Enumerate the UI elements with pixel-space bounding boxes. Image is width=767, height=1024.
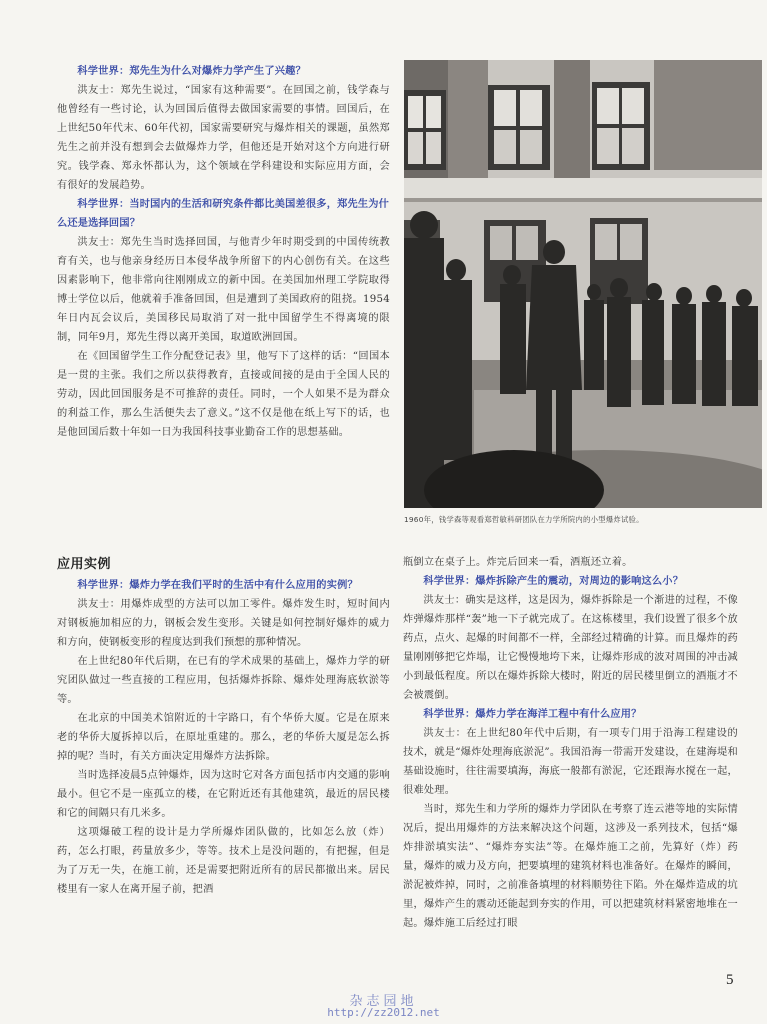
interview-paragraph: 洪友士：在上世纪80年代中后期，有一项专门用于沿海工程建设的技术，就是“爆炸处理海底淤泥”。我国沿海一带需开发建设，在建海堤和基础设施时，往往需要填海，海底一般都有淤泥，它还跟海水搅在一起，很难处理。 — [403, 728, 738, 796]
interview-paragraph: 瓶倒立在桌子上。炸完后回来一看，酒瓶还立着。 — [403, 557, 633, 568]
interview-question: 科学世界：爆炸力学在海洋工程中有什么应用？ — [423, 708, 642, 720]
interview-paragraph: 洪友士：确实是这样，这是因为，爆炸拆除是一个渐进的过程，不像炸弹爆炸那样“轰”地一下子就完成了。在这栋楼里，我们设置了很多个放药点，点火、起爆的时间都不一样，全部经过精确的计算。而且爆炸的药量刚刚够把它炸塌，让它慢慢地垮下来，让爆炸形成的波对周围的冲击减小到最低程度。所以在爆炸拆除大楼时，附近的居民楼里倒立的酒瓶才不会被震倒。 — [403, 595, 738, 701]
interview-question: 科学世界：郑先生为什么对爆炸力学产生了兴趣？ — [77, 65, 306, 77]
interview-column-right — [403, 553, 738, 933]
photo-illustration — [404, 60, 762, 508]
interview-column-bottom-left — [57, 553, 390, 899]
interview-paragraph: 这项爆破工程的设计是力学所爆炸团队做的，比如怎么放（炸）药，怎么打眼，药量放多少，等等。技术上是没问题的，有把握，但是为了万无一失，在施工前，还是需要把附近所有的居民都撤出来。居民楼里有一家人在离开屋子前，把酒 — [57, 827, 390, 895]
interview-column-top-left — [57, 62, 390, 442]
interview-question: 科学世界：当时国内的生活和研究条件都比美国差很多，郑先生为什么还是选择回国？ — [57, 198, 390, 229]
interview-paragraph: 洪友士：用爆炸成型的方法可以加工零件。爆炸发生时，短时间内对钢板施加相应的力，钢板会发生变形。关键是如何控制好爆炸的威力和方向，使钢板变形的程度达到我们预想的那种情况。 — [57, 599, 390, 648]
historical-photo — [404, 60, 762, 508]
watermark-url: http://zz2012.net — [327, 1006, 440, 1019]
watermark-title: 杂志园地 — [349, 994, 418, 1009]
interview-paragraph: 洪友士：郑先生当时选择回国，与他青少年时期受到的中国传统教育有关，也与他亲身经历日本侵华战争所留下的内心创伤有关。在这些因素影响下，他非常向往刚刚成立的新中国。在美国加州理工学院取得博士学位以后，他就着手准备回国，但是遭到了美国政府的阻挠。1954年日内瓦会议后，美国移民局取消了对一批中国留学生不得离境的限制，同年9月，郑先生得以离开美国，取道欧洲回国。 — [57, 237, 390, 343]
interview-paragraph: 在《回国留学生工作分配登记表》里，他写下了这样的话：“回国本是一贯的主张。我们之所以获得教育，直接或间接的是由于全国人民的劳动，因此回国服务是不可推辞的责任。同时，一个人如果不是为群众的利益工作，那么生活便失去了意义。”这不仅是他在纸上写下的话，也是他回国后数十年如一日为我国科技事业勤奋工作的思想基础。 — [57, 351, 390, 438]
interview-question: 科学世界：爆炸拆除产生的震动，对周边的影响这么小？ — [423, 575, 684, 587]
photo-caption: 1960年，钱学森等观看郑哲敏科研团队在力学所院内的小型爆炸试验。 — [404, 515, 644, 524]
interview-question: 科学世界：爆炸力学在我们平时的生活中有什么应用的实例？ — [77, 579, 358, 591]
interview-paragraph: 当时，郑先生和力学所的爆炸力学团队在考察了连云港等地的实际情况后，提出用爆炸的方法来解决这个问题，这涉及一系列技术，包括“爆炸排淤填实法”、“爆炸夯实法”等。在爆炸施工之前，先算好（炸）药量，爆炸的威力及方向，把要填埋的建筑材料也准备好。在爆炸的瞬间，淤泥被炸掉，同时，之前准备填埋的材料顺势往下陷。外在爆炸造成的坑里，爆炸产生的震动还能起到夯实的作用，可以把建筑材料紧密地堆在一起。爆炸施工后经过打眼 — [403, 804, 738, 929]
page-number: 5 — [726, 972, 734, 988]
interview-paragraph: 当时选择凌晨5点钟爆炸，因为这时它对各方面包括市内交通的影响最小。但它不是一座孤立的楼，在它附近还有其他建筑，最近的居民楼和它的间隔只有几米多。 — [57, 770, 390, 819]
interview-paragraph: 在上世纪80年代后期，在已有的学术成果的基础上，爆炸力学的研究团队做过一些直接的工程应用，包括爆炸拆除、爆炸处理海底软淤等等。 — [57, 656, 390, 705]
interview-paragraph: 在北京的中国美术馆附近的十字路口，有个华侨大厦。它是在原来老的华侨大厦拆掉以后，在原址重建的。那么，老的华侨大厦是怎么拆掉的呢？当时，有关方面决定用爆炸方法拆除。 — [57, 713, 390, 762]
section-title: 应用实例 — [57, 557, 112, 572]
interview-paragraph: 洪友士：郑先生说过，“国家有这种需要”。在回国之前，钱学森与他曾经有一些讨论，认为回国后值得去做国家需要的事情。回国后，在上世纪50年代末、60年代初，国家需要研究与爆炸相关的课题，虽然郑先生之前并没有想到会去做爆炸力学，但他还是开始对这个方向进行研究。钱学森、郑永怀都认为，这个领域在学科建设和实际应用方面，会有很好的发展趋势。 — [57, 85, 390, 191]
